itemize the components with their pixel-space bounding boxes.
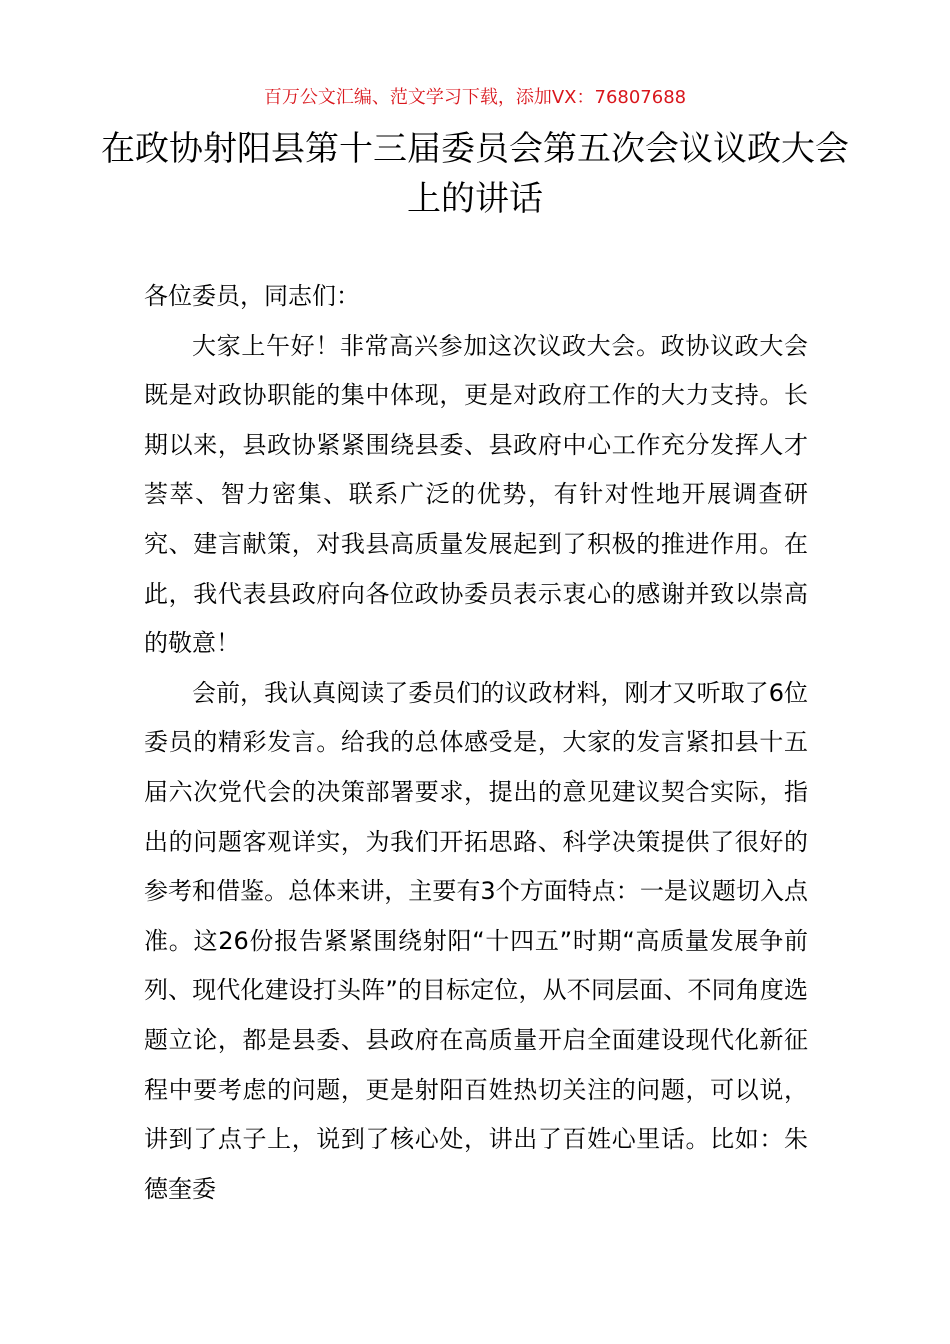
document-body: [144, 272, 808, 1214]
salutation: 各位委员，同志们：: [144, 282, 360, 310]
header-note: 百万公文汇编、范文学习下载，添加VX：76807688: [263, 87, 687, 108]
paragraph-1: 大家上午好！非常高兴参加这次议政大会。政协议政大会既是对政协职能的集中体现，更是对政府工作的大力支持。长期以来，县政协紧紧围绕县委、县政府中心工作充分发挥人才荟萃、智力密集、联系广泛的优势，有针对性地开展调查研究、建言献策，对我县高质量发展起到了积极的推进作用。在此，我代表县政府向各位政协委员表示衷心的感谢并致以崇高的敬意！: [144, 331, 808, 658]
document-title: 在政协射阳县第十三届委员会第五次会议议政大会上的讲话: [101, 129, 849, 219]
paragraph-2: 会前，我认真阅读了委员们的议政材料，刚才又听取了6位委员的精彩发言。给我的总体感受是，大家的发言紧扣县十五届六次党代会的决策部署要求，提出的意见建议契合实际，指出的问题客观详实，为我们开拓思路、科学决策提供了很好的参考和借鉴。总体来讲，主要有3个方面特点：一是议题切入点准。这26份报告紧紧围绕射阳“十四五”时期“高质量发展争前列、现代化建设打头阵”的目标定位，从不同层面、不同角度选题立论，都是县委、县政府在高质量开启全面建设现代化新征程中要考虑的问题，更是射阳百姓热切关注的问题，可以说，讲到了点子上，说到了核心处，讲出了百姓心里话。比如：朱德奎委: [144, 678, 808, 1203]
